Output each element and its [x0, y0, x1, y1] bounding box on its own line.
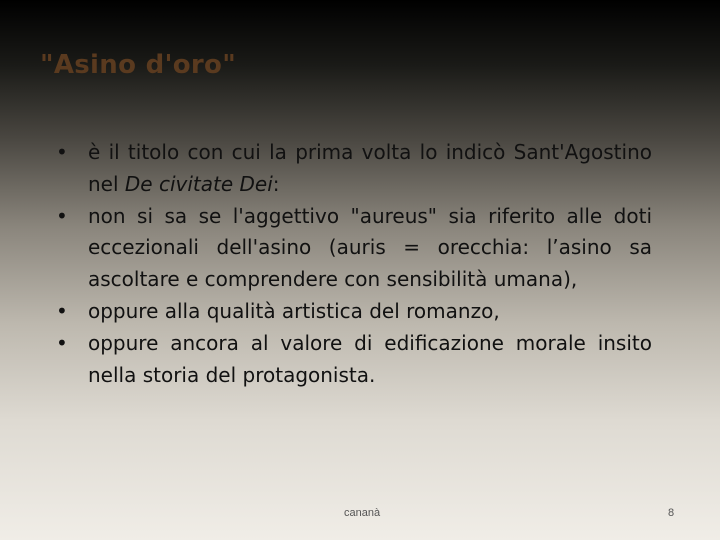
bullet-item-4	[56, 328, 652, 392]
bullet-4-text: oppure ancora al valore di edificazione morale insito nella storia del protagonista.	[88, 330, 652, 387]
bullet-icon: •	[56, 203, 68, 228]
bullet-item-3	[56, 296, 652, 328]
bullet-item-1	[56, 137, 652, 201]
book-title: De civitate Dei	[124, 171, 273, 196]
slide-footer: cananà	[344, 507, 381, 519]
page-number: 8	[668, 507, 675, 519]
bullet-3-text: oppure alla qualità artistica del romanzo,	[88, 298, 500, 323]
bullet-icon: •	[56, 298, 68, 323]
bullet-item-2	[56, 201, 652, 296]
bullet-icon: •	[56, 330, 68, 355]
bullet-icon: •	[56, 140, 68, 164]
bullet-1-end: :	[272, 171, 280, 196]
bullet-1-text: è il titolo con cui la prima volta lo indicò Sant'Agostino nel	[88, 140, 652, 196]
slide-title: "Asino d'oro"	[40, 50, 237, 80]
bullet-2-text: non si sa se l'aggettivo "aureus" sia riferito alle doti eccezionali dell'asino (auris = orecchia: l’asino sa ascoltare e comprendere con sensibilità umana),	[88, 203, 652, 292]
bullet-list	[56, 137, 652, 391]
